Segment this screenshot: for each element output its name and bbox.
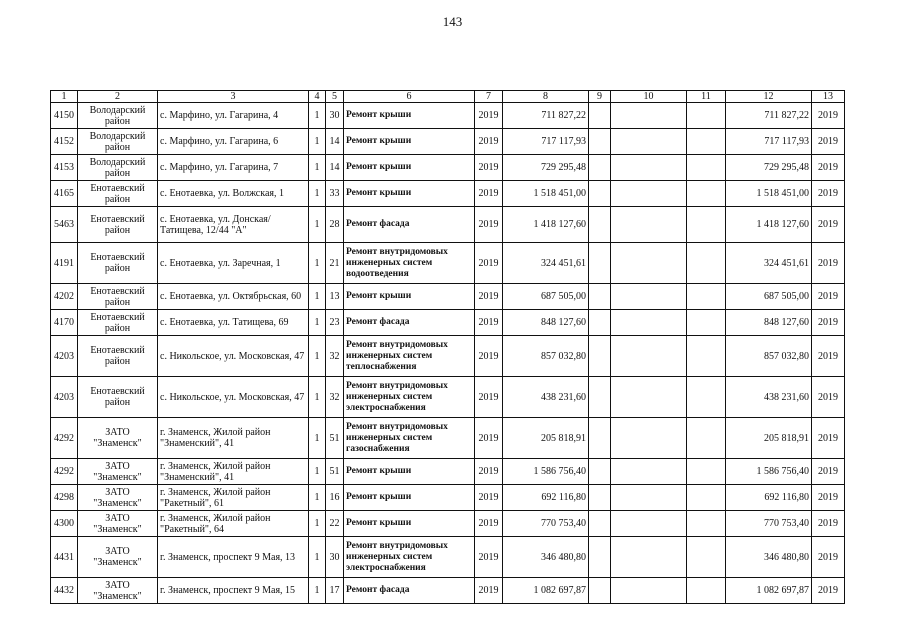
table-row [51,418,845,459]
table-row [51,377,845,418]
col4-cell: 1 [309,207,326,243]
col10-cell [611,243,687,284]
col10-cell [611,459,687,485]
address-cell: с. Никольское, ул. Московская, 47 [158,336,309,377]
end-year-cell: 2019 [812,377,845,418]
table-row [51,103,845,129]
table-row [51,336,845,377]
col5-cell: 14 [326,155,344,181]
row-id: 4191 [51,243,78,284]
district-cell: Енотаевский район [78,284,158,310]
col4-cell: 1 [309,181,326,207]
col4-cell: 1 [309,485,326,511]
end-year-cell: 2019 [812,336,845,377]
column-header-9: 9 [589,91,611,103]
col10-cell [611,310,687,336]
year-cell: 2019 [475,207,503,243]
amount-cell: 687 505,00 [503,284,589,310]
total-cell: 205 818,91 [726,418,812,459]
col10-cell [611,181,687,207]
year-cell: 2019 [475,129,503,155]
amount-cell: 848 127,60 [503,310,589,336]
district-cell: ЗАТО "Знаменск" [78,537,158,578]
work-type-cell: Ремонт фасада [344,578,475,604]
col5-cell: 21 [326,243,344,284]
address-cell: с. Марфино, ул. Гагарина, 4 [158,103,309,129]
total-cell: 438 231,60 [726,377,812,418]
work-type-cell: Ремонт крыши [344,511,475,537]
col9-cell [589,103,611,129]
district-cell: ЗАТО "Знаменск" [78,485,158,511]
column-header-10: 10 [611,91,687,103]
address-cell: г. Знаменск, Жилой район "Ракетный", 64 [158,511,309,537]
col10-cell [611,578,687,604]
address-cell: с. Енотаевка, ул. Волжская, 1 [158,181,309,207]
col11-cell [687,511,726,537]
column-header-8: 8 [503,91,589,103]
row-id: 4203 [51,377,78,418]
work-type-cell: Ремонт крыши [344,129,475,155]
col11-cell [687,485,726,511]
col4-cell: 1 [309,578,326,604]
column-header-7: 7 [475,91,503,103]
col10-cell [611,207,687,243]
col9-cell [589,207,611,243]
amount-cell: 857 032,80 [503,336,589,377]
work-type-cell: Ремонт крыши [344,155,475,181]
col4-cell: 1 [309,155,326,181]
address-cell: с. Марфино, ул. Гагарина, 6 [158,129,309,155]
col9-cell [589,578,611,604]
end-year-cell: 2019 [812,578,845,604]
year-cell: 2019 [475,377,503,418]
total-cell: 717 117,93 [726,129,812,155]
work-type-cell: Ремонт крыши [344,181,475,207]
address-cell: с. Енотаевка, ул. Татищева, 69 [158,310,309,336]
end-year-cell: 2019 [812,155,845,181]
col4-cell: 1 [309,284,326,310]
col4-cell: 1 [309,377,326,418]
col10-cell [611,155,687,181]
district-cell: Енотаевский район [78,207,158,243]
end-year-cell: 2019 [812,537,845,578]
col4-cell: 1 [309,511,326,537]
amount-cell: 438 231,60 [503,377,589,418]
col4-cell: 1 [309,336,326,377]
col11-cell [687,377,726,418]
col11-cell [687,578,726,604]
col11-cell [687,537,726,578]
amount-cell: 692 116,80 [503,485,589,511]
col11-cell [687,103,726,129]
table-row [51,243,845,284]
col5-cell: 30 [326,103,344,129]
col9-cell [589,181,611,207]
district-cell: Енотаевский район [78,310,158,336]
col4-cell: 1 [309,418,326,459]
work-type-cell: Ремонт крыши [344,284,475,310]
total-cell: 711 827,22 [726,103,812,129]
col5-cell: 16 [326,485,344,511]
row-id: 4152 [51,129,78,155]
col10-cell [611,418,687,459]
col5-cell: 14 [326,129,344,155]
end-year-cell: 2019 [812,207,845,243]
col4-cell: 1 [309,310,326,336]
col11-cell [687,243,726,284]
col10-cell [611,377,687,418]
district-cell: Володарский район [78,129,158,155]
row-id: 5463 [51,207,78,243]
amount-cell: 1 418 127,60 [503,207,589,243]
column-header-1: 1 [51,91,78,103]
col11-cell [687,336,726,377]
total-cell: 324 451,61 [726,243,812,284]
address-cell: г. Знаменск, проспект 9 Мая, 13 [158,537,309,578]
address-cell: с. Никольское, ул. Московская, 47 [158,377,309,418]
col5-cell: 13 [326,284,344,310]
work-type-cell: Ремонт внутридомовых инженерных систем электроснабжения [344,537,475,578]
column-header-12: 12 [726,91,812,103]
col5-cell: 51 [326,459,344,485]
col9-cell [589,459,611,485]
col11-cell [687,207,726,243]
year-cell: 2019 [475,284,503,310]
column-header-3: 3 [158,91,309,103]
col5-cell: 32 [326,336,344,377]
address-cell: г. Знаменск, Жилой район "Ракетный", 61 [158,485,309,511]
table-row [51,181,845,207]
end-year-cell: 2019 [812,284,845,310]
amount-cell: 324 451,61 [503,243,589,284]
col11-cell [687,418,726,459]
address-cell: г. Знаменск, Жилой район "Знаменский", 41 [158,418,309,459]
col10-cell [611,129,687,155]
year-cell: 2019 [475,155,503,181]
col11-cell [687,155,726,181]
total-cell: 692 116,80 [726,485,812,511]
amount-cell: 205 818,91 [503,418,589,459]
col9-cell [589,155,611,181]
table-row [51,485,845,511]
col5-cell: 22 [326,511,344,537]
address-cell: с. Марфино, ул. Гагарина, 7 [158,155,309,181]
work-type-cell: Ремонт внутридомовых инженерных систем электроснабжения [344,377,475,418]
row-id: 4202 [51,284,78,310]
row-id: 4203 [51,336,78,377]
end-year-cell: 2019 [812,459,845,485]
work-type-cell: Ремонт фасада [344,207,475,243]
col4-cell: 1 [309,103,326,129]
table-row [51,511,845,537]
row-id: 4165 [51,181,78,207]
col9-cell [589,377,611,418]
table-row [51,310,845,336]
col11-cell [687,284,726,310]
col4-cell: 1 [309,129,326,155]
col11-cell [687,181,726,207]
total-cell: 857 032,80 [726,336,812,377]
col5-cell: 28 [326,207,344,243]
page-number: 143 [442,14,463,29]
table-row [51,459,845,485]
end-year-cell: 2019 [812,485,845,511]
row-id: 4150 [51,103,78,129]
year-cell: 2019 [475,459,503,485]
row-id: 4300 [51,511,78,537]
col5-cell: 17 [326,578,344,604]
total-cell: 346 480,80 [726,537,812,578]
table-header-row [51,91,845,103]
total-cell: 1 518 451,00 [726,181,812,207]
col9-cell [589,284,611,310]
total-cell: 770 753,40 [726,511,812,537]
address-cell: г. Знаменск, проспект 9 Мая, 15 [158,578,309,604]
table-row [51,129,845,155]
year-cell: 2019 [475,181,503,207]
column-header-6: 6 [344,91,475,103]
table-row [51,207,845,243]
col10-cell [611,336,687,377]
total-cell: 848 127,60 [726,310,812,336]
row-id: 4292 [51,418,78,459]
district-cell: Енотаевский район [78,181,158,207]
column-header-5: 5 [326,91,344,103]
amount-cell: 717 117,93 [503,129,589,155]
col9-cell [589,485,611,511]
address-cell: г. Знаменск, Жилой район "Знаменский", 41 [158,459,309,485]
col5-cell: 32 [326,377,344,418]
col10-cell [611,537,687,578]
work-type-cell: Ремонт внутридомовых инженерных систем газоснабжения [344,418,475,459]
work-type-cell: Ремонт крыши [344,103,475,129]
row-id: 4153 [51,155,78,181]
row-id: 4431 [51,537,78,578]
col4-cell: 1 [309,243,326,284]
col11-cell [687,310,726,336]
col11-cell [687,459,726,485]
column-header-11: 11 [687,91,726,103]
amount-cell: 729 295,48 [503,155,589,181]
end-year-cell: 2019 [812,418,845,459]
table-row [51,578,845,604]
col5-cell: 23 [326,310,344,336]
total-cell: 1 586 756,40 [726,459,812,485]
table-row [51,537,845,578]
column-header-4: 4 [309,91,326,103]
col10-cell [611,511,687,537]
district-cell: Енотаевский район [78,377,158,418]
amount-cell: 1 586 756,40 [503,459,589,485]
col9-cell [589,336,611,377]
total-cell: 1 418 127,60 [726,207,812,243]
col11-cell [687,129,726,155]
end-year-cell: 2019 [812,129,845,155]
table-row [51,284,845,310]
year-cell: 2019 [475,537,503,578]
end-year-cell: 2019 [812,310,845,336]
year-cell: 2019 [475,418,503,459]
repair-registry-table [50,90,845,604]
work-type-cell: Ремонт внутридомовых инженерных систем водоотведения [344,243,475,284]
col5-cell: 33 [326,181,344,207]
table-row [51,155,845,181]
work-type-cell: Ремонт крыши [344,459,475,485]
column-header-13: 13 [812,91,845,103]
col4-cell: 1 [309,537,326,578]
col9-cell [589,537,611,578]
col10-cell [611,103,687,129]
col9-cell [589,129,611,155]
district-cell: ЗАТО "Знаменск" [78,578,158,604]
end-year-cell: 2019 [812,103,845,129]
col9-cell [589,243,611,284]
end-year-cell: 2019 [812,181,845,207]
col4-cell: 1 [309,459,326,485]
district-cell: ЗАТО "Знаменск" [78,511,158,537]
row-id: 4298 [51,485,78,511]
col10-cell [611,485,687,511]
district-cell: ЗАТО "Знаменск" [78,418,158,459]
year-cell: 2019 [475,310,503,336]
col5-cell: 51 [326,418,344,459]
amount-cell: 770 753,40 [503,511,589,537]
end-year-cell: 2019 [812,511,845,537]
year-cell: 2019 [475,336,503,377]
district-cell: Енотаевский район [78,336,158,377]
work-type-cell: Ремонт крыши [344,485,475,511]
address-cell: с. Енотаевка, ул. Заречная, 1 [158,243,309,284]
year-cell: 2019 [475,578,503,604]
district-cell: Володарский район [78,155,158,181]
row-id: 4170 [51,310,78,336]
work-type-cell: Ремонт внутридомовых инженерных систем теплоснабжения [344,336,475,377]
address-cell: с. Енотаевка, ул. Октябрьская, 60 [158,284,309,310]
amount-cell: 1 082 697,87 [503,578,589,604]
year-cell: 2019 [475,485,503,511]
district-cell: ЗАТО "Знаменск" [78,459,158,485]
column-header-2: 2 [78,91,158,103]
col9-cell [589,310,611,336]
amount-cell: 711 827,22 [503,103,589,129]
col9-cell [589,511,611,537]
year-cell: 2019 [475,243,503,284]
row-id: 4432 [51,578,78,604]
col9-cell [589,418,611,459]
total-cell: 729 295,48 [726,155,812,181]
table-body [51,103,845,604]
year-cell: 2019 [475,103,503,129]
col10-cell [611,284,687,310]
district-cell: Енотаевский район [78,243,158,284]
col5-cell: 30 [326,537,344,578]
amount-cell: 346 480,80 [503,537,589,578]
row-id: 4292 [51,459,78,485]
district-cell: Володарский район [78,103,158,129]
address-cell: с. Енотаевка, ул. Донская/Татищева, 12/44 "А" [158,207,309,243]
total-cell: 1 082 697,87 [726,578,812,604]
amount-cell: 1 518 451,00 [503,181,589,207]
year-cell: 2019 [475,511,503,537]
total-cell: 687 505,00 [726,284,812,310]
end-year-cell: 2019 [812,243,845,284]
work-type-cell: Ремонт фасада [344,310,475,336]
